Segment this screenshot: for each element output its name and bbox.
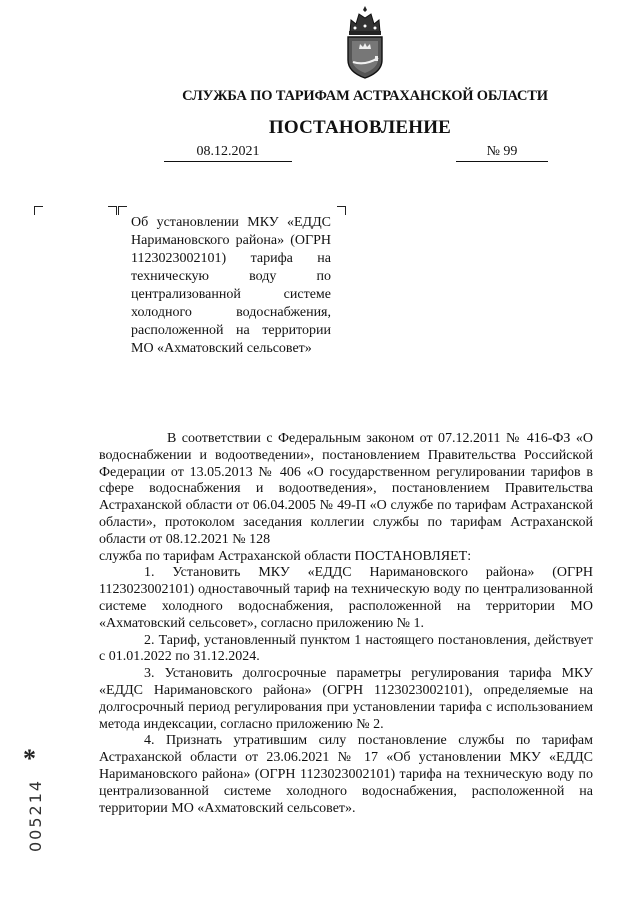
clause-3: 3. Установить долгосрочные параметры регулирования тарифа МКУ «ЕДДС Наримановского района» (ОГРН 1123023002101), определяемые на долгосрочный период регулирования при установлении тарифа с использованием метода индексации, согласно приложению № 2. <box>99 666 593 732</box>
agency-name: СЛУЖБА ПО ТАРИФАМ АСТРАХАНСКОЙ ОБЛАСТИ <box>182 88 548 104</box>
margin-stamp-number: 005214 <box>26 778 45 852</box>
clause-4: 4. Признать утратившим силу постановление службы по тарифам Астраханской области от 23.06.2021 № 17 «Об установлении МКУ «ЕДДС Наримановского района» (ОГРН 1123023002101) тарифа на техническую воду по централизованной системе холодного водоснабжения, расположенной на территории МО «Ахматовский сельсовет». <box>99 733 593 816</box>
resolution-line: служба по тарифам Астраханской области ПОСТАНОВЛЯЕТ: <box>99 548 472 564</box>
corner-mark <box>337 206 346 215</box>
document-subject: Об установлении МКУ «ЕДДС Наримановского района» (ОГРН 1123023002101) тарифа на техническую воду по централизованной системе холодного водоснабжения, расположенной на территории МО «Ахматовский сельсовет» <box>131 215 331 356</box>
document-body <box>99 431 593 817</box>
corner-mark <box>108 206 117 215</box>
corner-mark <box>118 206 127 215</box>
document-date: 08.12.2021 <box>164 144 292 162</box>
clause-2: 2. Тариф, установленный пунктом 1 настоящего постановления, действует с 01.01.2022 по 31.12.2024. <box>99 632 593 665</box>
preamble: В соответствии с Федеральным законом от 07.12.2011 № 416-ФЗ «О водоснабжении и водоотведении», постановлением Правительства Российской Федерации от 13.05.2013 № 406 «О государственном регулировании тарифов в сфере водоснабжения и водоотведения», постановлением Правительства Астраханской области от 06.04.2005 № 49-П «О службе по тарифам Астраханской области», протоколом заседания коллегии службы по тарифам Астраханской области от 08.12.2021 № 128 <box>99 431 593 547</box>
corner-mark <box>34 206 43 215</box>
document-type: ПОСТАНОВЛЕНИЕ <box>268 117 452 138</box>
clause-1: 1. Установить МКУ «ЕДДС Наримановского района» (ОГРН 1123023002101) одноставочный тариф на техническую воду по централизованной системе холодного водоснабжения, расположенной на территории МО «Ахматовский сельсовет», согласно приложению № 1. <box>99 565 593 631</box>
margin-asterisk: * <box>23 744 36 773</box>
document-number: № 99 <box>456 144 548 162</box>
coat-of-arms-icon <box>342 4 388 80</box>
